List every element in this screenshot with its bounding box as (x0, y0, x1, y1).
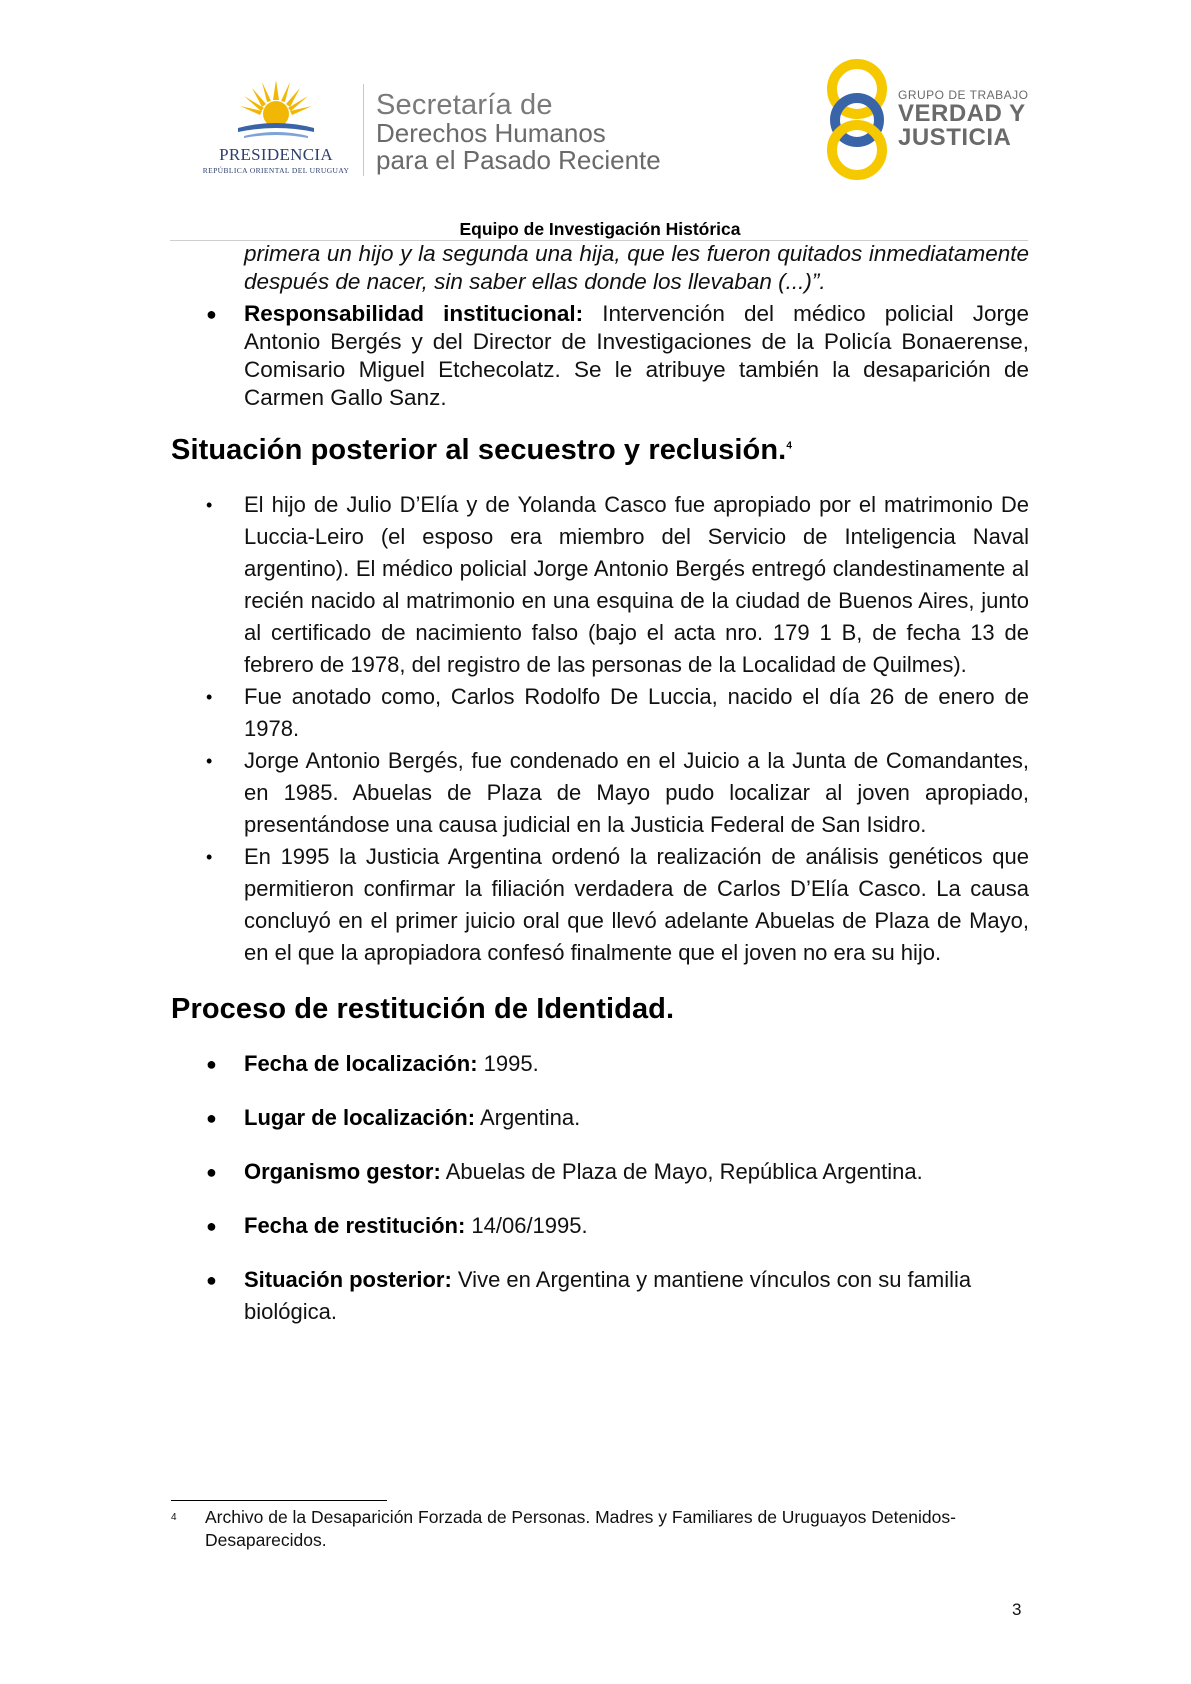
verdad-justicia-text (898, 88, 1028, 150)
team-title: Equipo de Investigación Histórica (459, 219, 741, 239)
presidencia-subtitle: REPÚBLICA ORIENTAL DEL URUGUAY (202, 166, 350, 175)
item-text: Fue anotado como, Carlos Rodolfo De Luccia, nacido el día 26 de enero de 1978. (244, 684, 1029, 741)
logo-divider (363, 84, 364, 176)
list-item (206, 1102, 1029, 1134)
list-item (206, 300, 1029, 412)
verdad-label: VERDAD Y (898, 100, 1026, 127)
section-heading (171, 434, 1029, 467)
secretaria-line1: Secretaría de (376, 89, 553, 121)
item-value: 1995. (477, 1051, 539, 1076)
institutional-list (206, 300, 1029, 412)
secretaria-line2: Derechos Humanos (376, 118, 606, 148)
sun-icon (238, 80, 314, 142)
bullet-icon: • (206, 495, 213, 515)
situation-list (206, 489, 1029, 969)
item-text: Intervención del médico policial Jorge Antonio Bergés y del Director de Investigaciones de la Policía Bonaerense, Comisario Miguel Etchecolatz. Se le atribuye también la desaparición de Carmen Gallo Sanz. (244, 301, 1029, 410)
item-value: Vive en Argentina y mantiene vínculos con su familia biológica. (244, 1267, 972, 1324)
bullet-icon: • (206, 847, 213, 867)
list-item (206, 1048, 1029, 1080)
linked-rings-icon (822, 56, 892, 182)
secretaria-line3: para el Pasado Reciente (376, 145, 661, 175)
bullet-icon: ● (206, 304, 217, 324)
item-text: En 1995 la Justicia Argentina ordenó la realización de análisis genéticos que permitieron confirmar la filiación verdadera de Carlos D’Elía Casco. La causa concluyó en el primer juicio oral que llevó adelante Abuelas de Plaza de Mayo, en el que la apropiadora confesó finalmente que el joven no era su hijo. (244, 844, 1029, 965)
page-header (0, 0, 1191, 239)
item-label: Fecha de restitución: (244, 1213, 466, 1238)
item-text: Jorge Antonio Bergés, fue condenado en el Juicio a la Junta de Comandantes, en 1985. Abuelas de Plaza de Mayo pudo localizar al joven apropiado, presentándose una causa judicial en la Justicia Federal de San Isidro. (244, 748, 1029, 837)
section-title: Situación posterior al secuestro y reclusión. (171, 434, 787, 466)
bullet-icon: • (206, 751, 213, 771)
item-label: Organismo gestor: (244, 1159, 441, 1184)
footnote-rule (171, 1500, 387, 1501)
list-item (206, 745, 1029, 841)
bullet-icon: ● (206, 1270, 217, 1290)
justicia-label: JUSTICIA (898, 124, 1012, 151)
grupo-label: GRUPO DE TRABAJO (898, 88, 1029, 102)
footnote-number: 4 (171, 1512, 177, 1523)
item-label: Responsabilidad institucional: (244, 301, 584, 326)
section-title: Proceso de restitución de Identidad. (171, 993, 675, 1025)
list-item (206, 681, 1029, 745)
footnote (171, 1506, 1029, 1552)
item-value: 14/06/1995. (465, 1213, 588, 1238)
item-value: Abuelas de Plaza de Mayo, República Argentina. (440, 1159, 923, 1184)
item-label: Lugar de localización: (244, 1105, 476, 1130)
footnote-text: Archivo de la Desaparición Forzada de Personas. Madres y Familiares de Uruguayos Detenidos-Desaparecidos. (205, 1507, 956, 1550)
bullet-icon: ● (206, 1108, 217, 1128)
bullet-icon: ● (206, 1054, 217, 1074)
item-label: Fecha de localización: (244, 1051, 478, 1076)
list-item (206, 1156, 1029, 1188)
bullet-icon: ● (206, 1216, 217, 1236)
section-heading (171, 993, 1029, 1026)
restitution-list (206, 1048, 1029, 1328)
list-item (206, 1264, 1029, 1328)
list-item (206, 841, 1029, 969)
list-item (206, 1210, 1029, 1242)
bullet-icon: ● (206, 1162, 217, 1182)
item-value: Argentina. (475, 1105, 581, 1130)
footnote-ref: 4 (786, 440, 792, 452)
bullet-icon: • (206, 687, 213, 707)
list-item (206, 489, 1029, 681)
item-label: Situación posterior: (244, 1267, 452, 1292)
page-number: 3 (1012, 1600, 1022, 1619)
presidencia-logo (196, 80, 356, 180)
presidencia-name: PRESIDENCIA (219, 145, 333, 164)
secretaria-logo-text (376, 90, 661, 174)
page-content (171, 240, 1029, 1350)
testimony-quote: primera un hijo y la segunda una hija, que les fueron quitados inmediatamente después de nacer, sin saber ellas donde los llevaban (...)”. (244, 241, 1029, 294)
item-text: El hijo de Julio D’Elía y de Yolanda Casco fue apropiado por el matrimonio De Luccia-Leiro (el esposo era miembro del Servicio de Inteligencia Naval argentino). El médico policial Jorge Antonio Bergés entregó clandestinamente al recién nacido al matrimonio en una esquina de la ciudad de Buenos Aires, junto al certificado de nacimiento falso (bajo el acta nro. 179 1 B, de fecha 13 de febrero de 1978, del registro de las personas de la Localidad de Quilmes). (244, 492, 1029, 677)
